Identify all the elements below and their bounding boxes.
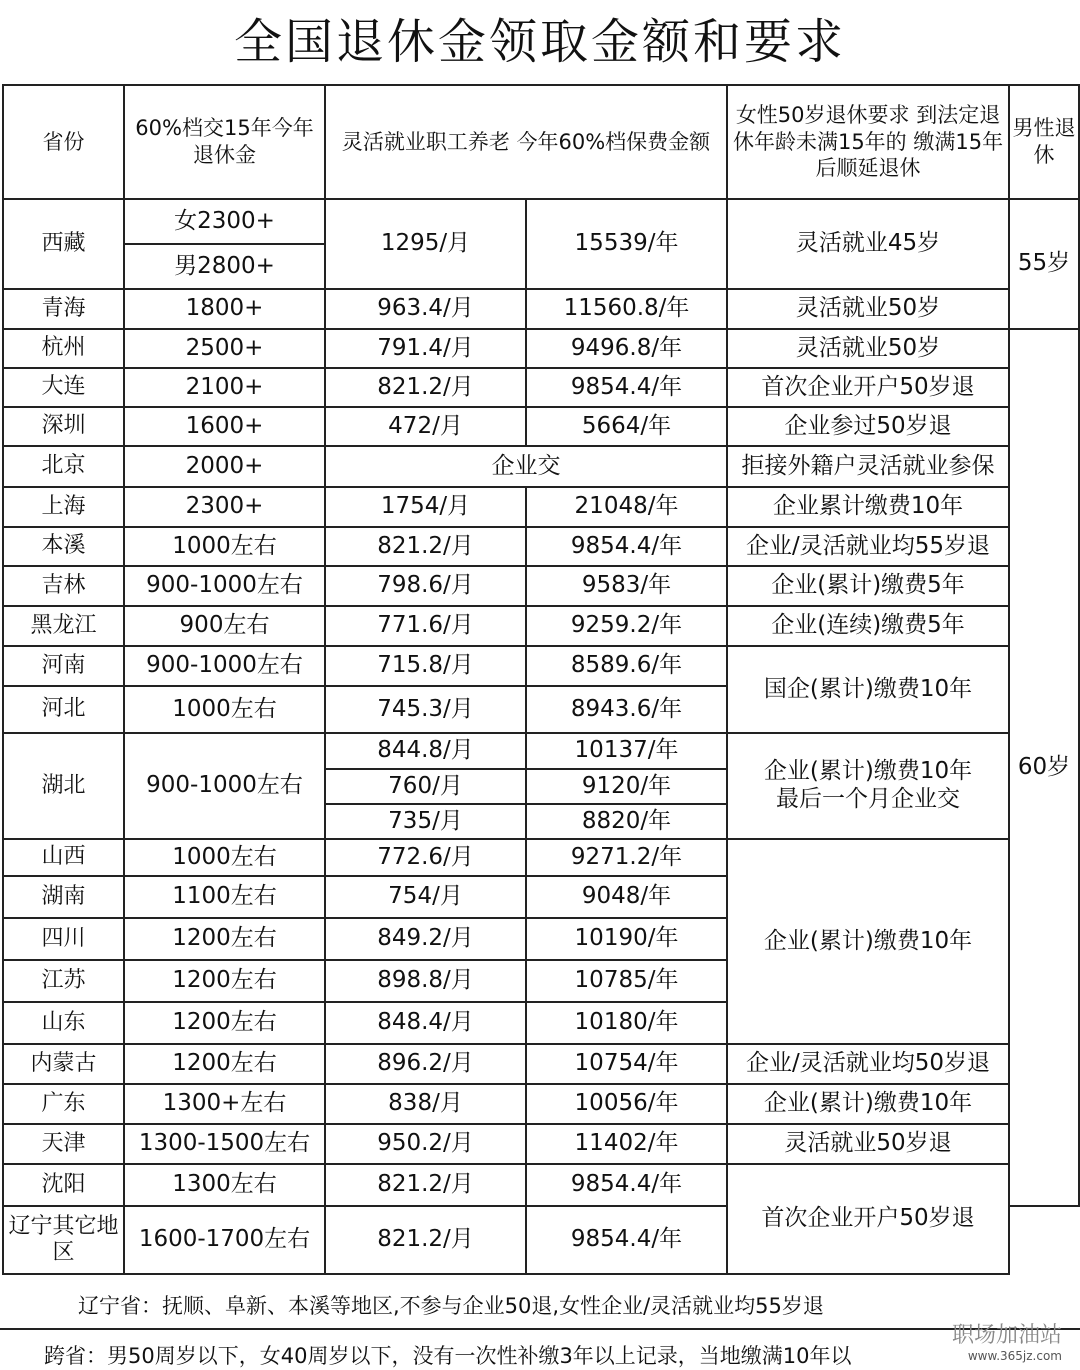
pension-cell: 2300+ bbox=[124, 487, 325, 527]
province-cell: 四川 bbox=[3, 918, 124, 960]
pension-cell: 1300左右 bbox=[124, 1164, 325, 1206]
monthly-cell: 760/月 bbox=[325, 769, 526, 804]
yearly-cell: 9271.2/年 bbox=[526, 839, 727, 876]
yearly-cell: 11402/年 bbox=[526, 1124, 727, 1164]
pension-cell: 900-1000左右 bbox=[124, 733, 325, 839]
header-province: 省份 bbox=[3, 85, 124, 199]
pension-cell: 1000左右 bbox=[124, 527, 325, 566]
province-cell: 大连 bbox=[3, 368, 124, 407]
monthly-cell: 963.4/月 bbox=[325, 289, 526, 329]
monthly-cell: 849.2/月 bbox=[325, 918, 526, 960]
table-row bbox=[3, 199, 1079, 244]
pension-cell: 900左右 bbox=[124, 606, 325, 646]
requirement-cell: 企业(连续)缴费5年 bbox=[727, 606, 1009, 646]
pension-cell: 1200左右 bbox=[124, 1044, 325, 1084]
province-cell: 西藏 bbox=[3, 199, 124, 289]
monthly-cell: 735/月 bbox=[325, 804, 526, 839]
requirement-cell bbox=[727, 733, 1009, 839]
table-row bbox=[3, 446, 1079, 487]
table-row bbox=[3, 487, 1079, 527]
province-cell: 杭州 bbox=[3, 329, 124, 368]
notes-section bbox=[0, 1276, 1080, 1369]
pension-cell: 男2800+ bbox=[124, 244, 325, 289]
province-cell: 上海 bbox=[3, 487, 124, 527]
pension-cell: 1100左右 bbox=[124, 876, 325, 918]
monthly-cell: 715.8/月 bbox=[325, 646, 526, 686]
table-row bbox=[3, 527, 1079, 566]
pension-cell: 1800+ bbox=[124, 289, 325, 329]
yearly-cell: 10137/年 bbox=[526, 733, 727, 769]
yearly-cell: 9854.4/年 bbox=[526, 1164, 727, 1206]
province-cell: 内蒙古 bbox=[3, 1044, 124, 1084]
province-cell: 天津 bbox=[3, 1124, 124, 1164]
yearly-cell: 9583/年 bbox=[526, 566, 727, 606]
requirement-cell: 企业累计缴费10年 bbox=[727, 487, 1009, 527]
pension-cell: 1300+左右 bbox=[124, 1084, 325, 1124]
yearly-cell: 9854.4/年 bbox=[526, 1206, 727, 1274]
yearly-cell: 10190/年 bbox=[526, 918, 727, 960]
yearly-cell: 8943.6/年 bbox=[526, 686, 727, 733]
note-liaoning: 辽宁省：抚顺、阜新、本溪等地区,不参与企业50退,女性企业/灵活就业均55岁退 bbox=[78, 1294, 824, 1318]
monthly-cell: 821.2/月 bbox=[325, 1206, 526, 1274]
requirement-cell: 企业(累计)缴费10年 bbox=[727, 839, 1009, 1044]
yearly-cell: 10056/年 bbox=[526, 1084, 727, 1124]
yearly-cell: 15539/年 bbox=[526, 199, 727, 289]
monthly-cell: 848.4/月 bbox=[325, 1002, 526, 1044]
requirement-cell: 灵活就业50岁退 bbox=[727, 1124, 1009, 1164]
province-cell: 湖北 bbox=[3, 733, 124, 839]
table-row bbox=[3, 289, 1079, 329]
table-row bbox=[3, 839, 1079, 876]
province-cell: 黑龙江 bbox=[3, 606, 124, 646]
header-male: 男性退休 bbox=[1009, 85, 1079, 199]
monthly-cell: 844.8/月 bbox=[325, 733, 526, 769]
yearly-cell: 10754/年 bbox=[526, 1044, 727, 1084]
province-cell: 深圳 bbox=[3, 407, 124, 446]
monthly-cell: 772.6/月 bbox=[325, 839, 526, 876]
pension-cell: 2000+ bbox=[124, 446, 325, 487]
monthly-cell: 798.6/月 bbox=[325, 566, 526, 606]
monthly-cell: 771.6/月 bbox=[325, 606, 526, 646]
page-title: 全国退休金领取金额和要求 bbox=[233, 14, 846, 70]
yearly-cell: 9854.4/年 bbox=[526, 368, 727, 407]
yearly-cell: 9048/年 bbox=[526, 876, 727, 918]
province-cell: 湖南 bbox=[3, 876, 124, 918]
yearly-cell: 9259.2/年 bbox=[526, 606, 727, 646]
yearly-cell: 9496.8/年 bbox=[526, 329, 727, 368]
table-row bbox=[3, 1124, 1079, 1164]
province-cell: 河北 bbox=[3, 686, 124, 733]
requirement-cell: 灵活就业50岁 bbox=[727, 289, 1009, 329]
requirement-cell: 国企(累计)缴费10年 bbox=[727, 646, 1009, 733]
province-cell: 北京 bbox=[3, 446, 124, 487]
yearly-cell: 9120/年 bbox=[526, 769, 727, 804]
monthly-cell: 838/月 bbox=[325, 1084, 526, 1124]
pension-cell: 2100+ bbox=[124, 368, 325, 407]
table-row bbox=[3, 329, 1079, 368]
yearly-cell: 21048/年 bbox=[526, 487, 727, 527]
table-row bbox=[3, 733, 1079, 769]
pension-cell: 900-1000左右 bbox=[124, 646, 325, 686]
male-age-cell: 60岁 bbox=[1009, 329, 1079, 1206]
pension-table bbox=[2, 84, 1080, 1275]
requirement-line: 最后一个月企业交 bbox=[776, 786, 961, 812]
pension-cell: 1000左右 bbox=[124, 839, 325, 876]
table-row bbox=[3, 1164, 1079, 1206]
table-row bbox=[3, 1044, 1079, 1084]
pension-cell: 1000左右 bbox=[124, 686, 325, 733]
table-row bbox=[3, 1084, 1079, 1124]
province-cell: 青海 bbox=[3, 289, 124, 329]
monthly-cell: 791.4/月 bbox=[325, 329, 526, 368]
requirement-cell: 企业/灵活就业均50岁退 bbox=[727, 1044, 1009, 1084]
monthly-cell: 821.2/月 bbox=[325, 1164, 526, 1206]
monthly-cell: 754/月 bbox=[325, 876, 526, 918]
pension-cell: 2500+ bbox=[124, 329, 325, 368]
male-age-cell: 55岁 bbox=[1009, 199, 1079, 329]
table-row bbox=[3, 646, 1079, 686]
requirement-cell: 灵活就业50岁 bbox=[727, 329, 1009, 368]
note-cross-province: 跨省：男50周岁以下，女40周岁以下，没有一次性补缴3年以上记录，当地缴满10年以 bbox=[44, 1344, 852, 1368]
monthly-cell: 950.2/月 bbox=[325, 1124, 526, 1164]
yearly-cell: 10785/年 bbox=[526, 960, 727, 1002]
yearly-cell: 5664/年 bbox=[526, 407, 727, 446]
monthly-cell: 896.2/月 bbox=[325, 1044, 526, 1084]
requirement-cell: 企业参过50岁退 bbox=[727, 407, 1009, 446]
province-cell: 河南 bbox=[3, 646, 124, 686]
table-row bbox=[3, 407, 1079, 446]
pension-cell: 1200左右 bbox=[124, 918, 325, 960]
watermark bbox=[952, 1318, 1062, 1363]
watermark-name: 职场加油站 bbox=[951, 1323, 1062, 1348]
yearly-cell: 8589.6/年 bbox=[526, 646, 727, 686]
pension-cell: 1200左右 bbox=[124, 1002, 325, 1044]
requirement-line: 企业(累计)缴费10年 bbox=[763, 758, 973, 785]
pension-cell: 女2300+ bbox=[124, 199, 325, 244]
header-row bbox=[3, 85, 1079, 199]
province-cell: 吉林 bbox=[3, 566, 124, 606]
monthly-cell: 1754/月 bbox=[325, 487, 526, 527]
merged-fee-cell: 企业交 bbox=[325, 446, 727, 487]
monthly-cell: 821.2/月 bbox=[325, 368, 526, 407]
table-row bbox=[3, 368, 1079, 407]
yearly-cell: 9854.4/年 bbox=[526, 527, 727, 566]
province-cell: 广东 bbox=[3, 1084, 124, 1124]
province-cell: 山西 bbox=[3, 839, 124, 876]
requirement-cell: 首次企业开户50岁退 bbox=[727, 1164, 1009, 1274]
table-row bbox=[3, 606, 1079, 646]
pension-cell: 1600+ bbox=[124, 407, 325, 446]
yearly-cell: 11560.8/年 bbox=[526, 289, 727, 329]
monthly-cell: 1295/月 bbox=[325, 199, 526, 289]
yearly-cell: 10180/年 bbox=[526, 1002, 727, 1044]
yearly-cell: 8820/年 bbox=[526, 804, 727, 839]
pension-cell: 1300-1500左右 bbox=[124, 1124, 325, 1164]
requirement-cell: 拒接外籍户灵活就业参保 bbox=[727, 446, 1009, 487]
monthly-cell: 898.8/月 bbox=[325, 960, 526, 1002]
header-flexible: 灵活就业职工养老 今年60%档保费金额 bbox=[325, 85, 727, 199]
watermark-url: www.365jz.com bbox=[967, 1349, 1062, 1363]
province-cell: 山东 bbox=[3, 1002, 124, 1044]
note-divider bbox=[0, 1328, 1080, 1330]
requirement-cell: 企业/灵活就业均55岁退 bbox=[727, 527, 1009, 566]
monthly-cell: 821.2/月 bbox=[325, 527, 526, 566]
requirement-cell: 企业(累计)缴费5年 bbox=[727, 566, 1009, 606]
pension-cell: 900-1000左右 bbox=[124, 566, 325, 606]
header-female: 女性50岁退休要求 到法定退休年龄未满15年的 缴满15年后顺延退休 bbox=[727, 85, 1009, 199]
table-row bbox=[3, 566, 1079, 606]
province-cell: 江苏 bbox=[3, 960, 124, 1002]
province-cell: 沈阳 bbox=[3, 1164, 124, 1206]
province-cell: 本溪 bbox=[3, 527, 124, 566]
pension-cell: 1200左右 bbox=[124, 960, 325, 1002]
requirement-cell: 企业(累计)缴费10年 bbox=[727, 1084, 1009, 1124]
requirement-cell: 首次企业开户50岁退 bbox=[727, 368, 1009, 407]
requirement-cell: 灵活就业45岁 bbox=[727, 199, 1009, 289]
monthly-cell: 745.3/月 bbox=[325, 686, 526, 733]
monthly-cell: 472/月 bbox=[325, 407, 526, 446]
header-pension: 60%档交15年今年退休金 bbox=[124, 85, 325, 199]
province-cell: 辽宁其它地区 bbox=[3, 1206, 124, 1274]
pension-cell: 1600-1700左右 bbox=[124, 1206, 325, 1274]
